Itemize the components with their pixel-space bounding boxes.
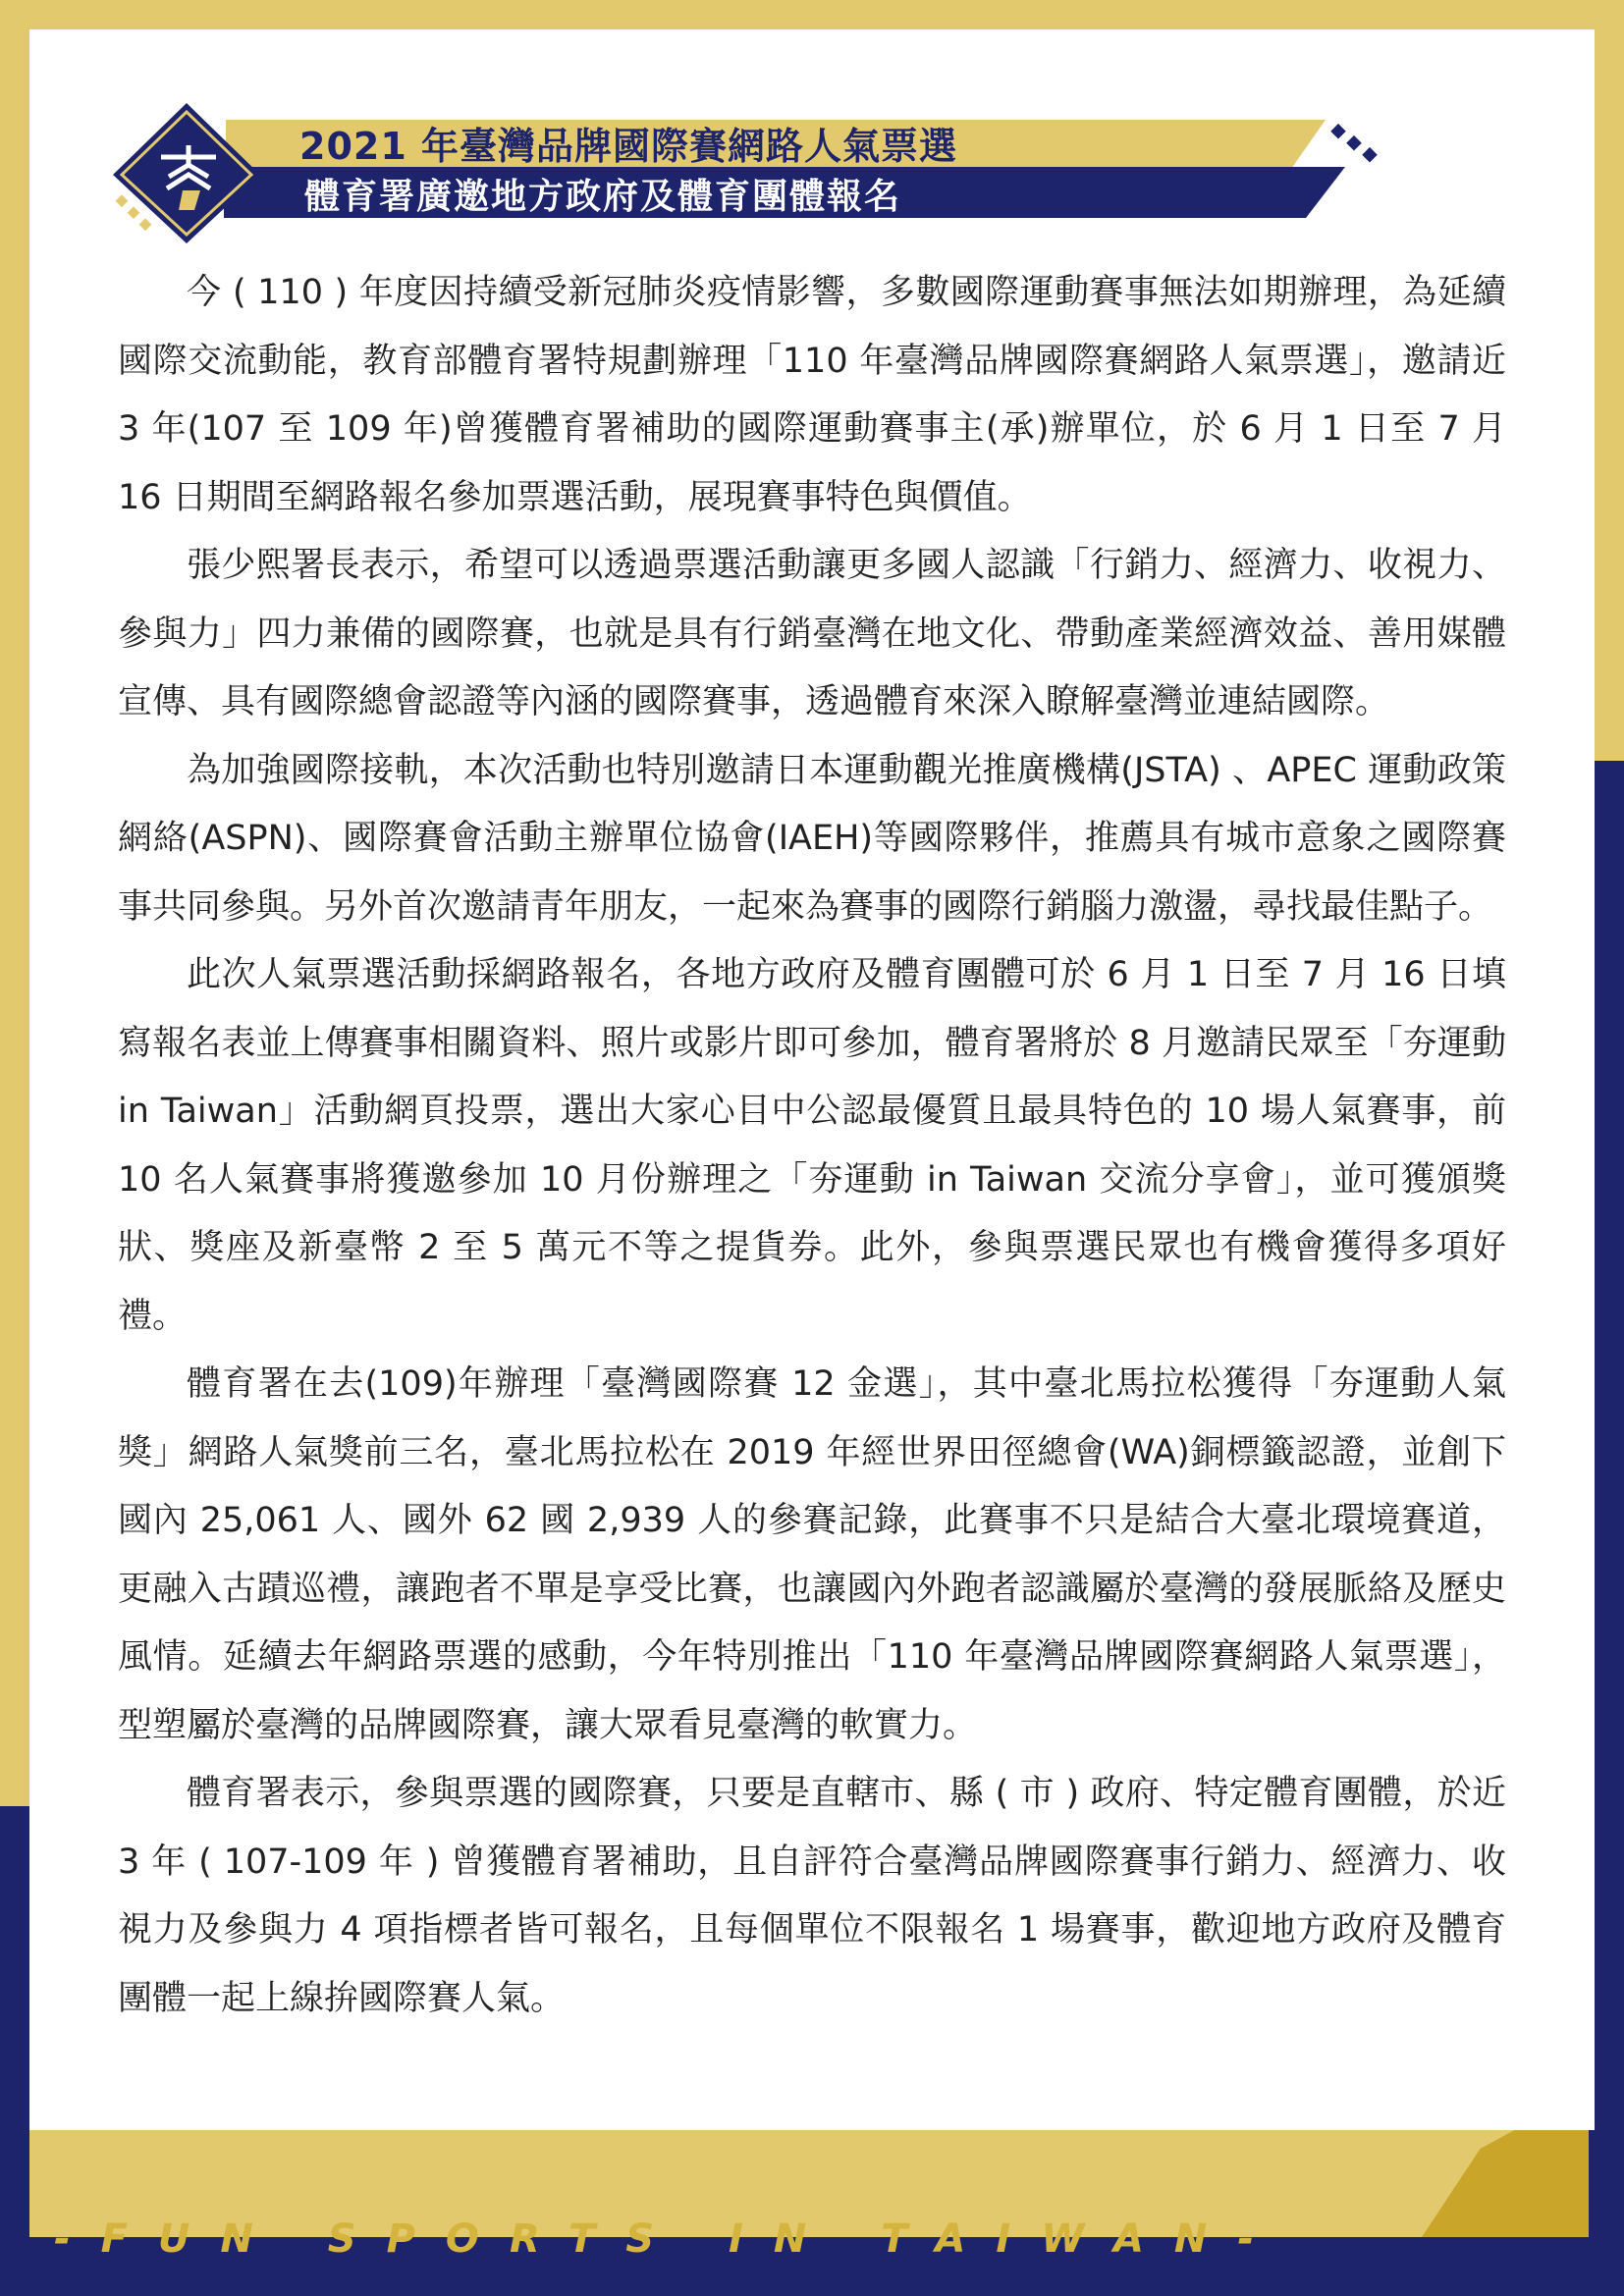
paragraph-2: 張少熙署長表示，希望可以透過票選活動讓更多國人認識「行銷力、經濟力、收視力、參與力」四力兼備的國際賽，也就是具有行銷臺灣在地文化、帶動產業經濟效益、善用媒體宣傳、具有國際總會認證等內涵的國際賽事，透過體育來深入瞭解臺灣並連結國際。	[118, 546, 1506, 721]
footer-slogan: -FUN SPORTS IN TAIWAN-	[54, 2216, 1284, 2262]
paragraph-6: 體育署表示，參與票選的國際賽，只要是直轄市、縣 ( 市 ) 政府、特定體育團體，於近 3 年 ( 107-109 年 ) 曾獲體育署補助，且自評符合臺灣品牌國際賽事行銷力、經濟力、收視力及參與力 4 項指標者皆可報名，且每個單位不限報名 1 場賽事，歡迎地方政府及體育團體一起上線拚國際賽人氣。	[118, 1774, 1506, 2018]
paragraph-4: 此次人氣票選活動採網路報名，各地方政府及體育團體可於 6 月 1 日至 7 月 16 日填寫報名表並上傳賽事相關資料、照片或影片即可參加，體育署將於 8 月邀請民眾至「夯運動 in Taiwan」活動網頁投票，選出大家心目中公認最優質且最具特色的 10 場人氣賽事，前 10 名人氣賽事將獲邀參加 10 月份辦理之「夯運動 in Taiwan 交流分享會」，並可獲頒獎狀、獎座及新臺幣 2 至 5 萬元不等之提貨券。此外，參與票選民眾也有機會獲得多項好禮。	[118, 955, 1506, 1336]
paragraph-3: 為加強國際接軌，本次活動也特別邀請日本運動觀光推廣機構(JSTA) 、APEC 運動政策網絡(ASPN)、國際賽會活動主辦單位協會(IAEH)等國際夥伴，推薦具有城市意象之國際賽事共同參與。另外首次邀請青年朋友，一起來為賽事的國際行銷腦力激盪，尋找最佳點子。	[118, 750, 1506, 927]
header-banner	[108, 98, 1384, 245]
article-body	[118, 259, 1506, 2033]
paragraph-5: 體育署在去(109)年辦理「臺灣國際賽 12 金選」，其中臺北馬拉松獲得「夯運動人氣獎」網路人氣獎前三名，臺北馬拉松在 2019 年經世界田徑總會(WA)銅標籤認證，並創下國內 25,061 人、國外 62 國 2,939 人的參賽記錄，此賽事不只是結合大臺北環境賽道，更融入古蹟巡禮，讓跑者不單是享受比賽，也讓國內外跑者認識屬於臺灣的發展脈絡及歷史風情。延續去年網路票選的感動，今年特別推出「110 年臺灣品牌國際賽網路人氣票選」，型塑屬於臺灣的品牌國際賽，讓大眾看見臺灣的軟實力。	[118, 1364, 1506, 1745]
sports-administration-logo-icon	[139, 128, 238, 226]
title-line-2: 體育署廣邀地方政府及體育團體報名	[304, 177, 902, 217]
title-line-1: 2021 年臺灣品牌國際賽網路人氣票選	[299, 125, 957, 168]
paragraph-1: 今 ( 110 ) 年度因持續受新冠肺炎疫情影響，多數國際運動賽事無法如期辦理，為延續國際交流動能，教育部體育署特規劃辦理「110 年臺灣品牌國際賽網路人氣票選」，邀請近 3 年(107 至 109 年)曾獲體育署補助的國際運動賽事主(承)辦單位，於 6 月 1 日至 7 月 16 日期間至網路報名參加票選活動，展現賽事特色與價值。	[118, 273, 1506, 517]
left-navy-band	[0, 1806, 29, 2296]
